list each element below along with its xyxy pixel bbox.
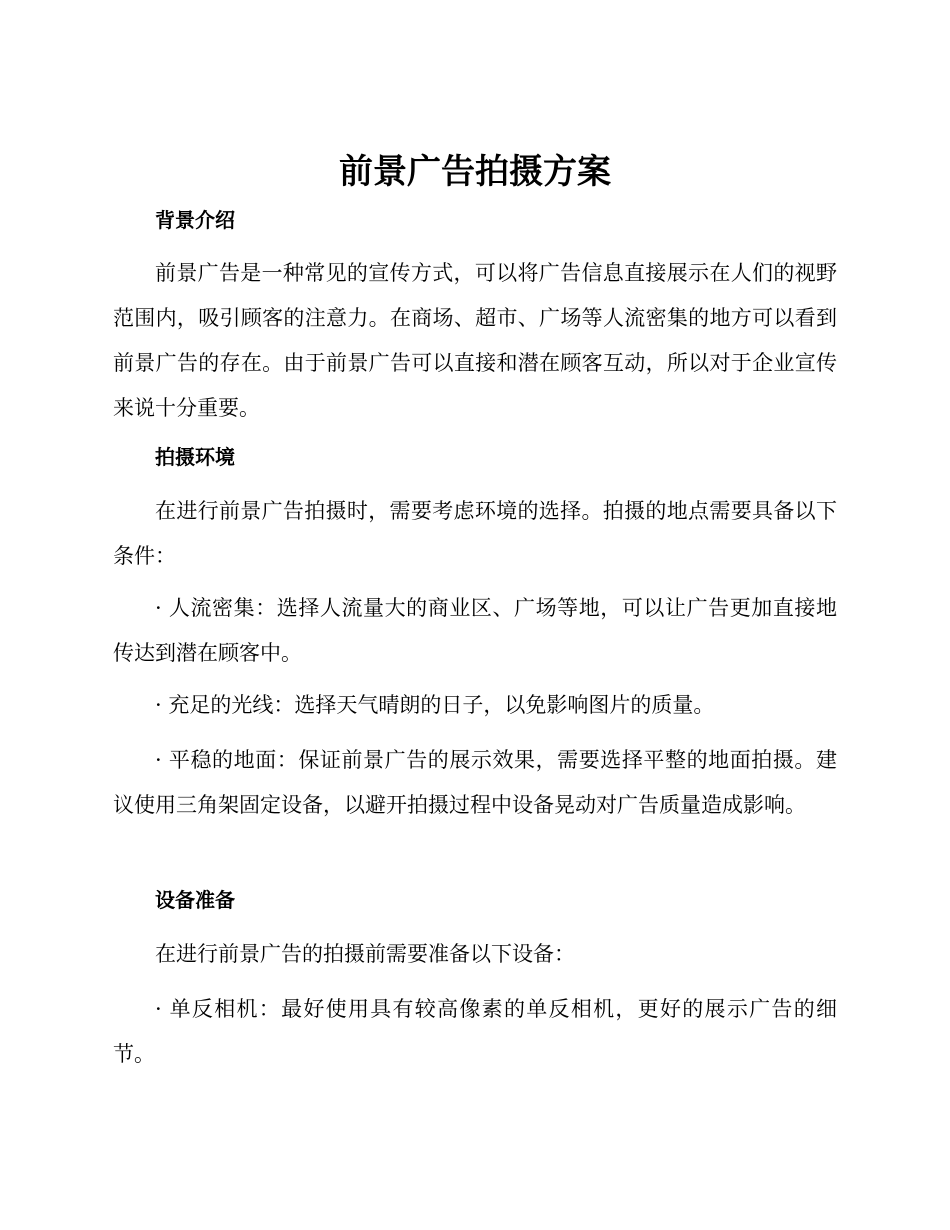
list-item-ground: · 平稳的地面：保证前景广告的展示效果，需要选择平整的地面拍摄。建议使用三角架固定设备，以避开拍摄过程中设备晃动对广告质量造成影响。 [113,748,837,817]
paragraph-background-intro: 前景广告是一种常见的宣传方式，可以将广告信息直接展示在人们的视野范围内，吸引顾客的注意力。在商场、超市、广场等人流密集的地方可以看到前景广告的存在。由于前景广告可以直接和潜在顾客互动，所以对于企业宣传来说十分重要。 [113,261,837,420]
list-item-crowded: · 人流密集：选择人流量大的商业区、广场等地，可以让广告更加直接地传达到潜在顾客中。 [113,596,837,665]
paragraph-environment-intro: 在进行前景广告拍摄时，需要考虑环境的选择。拍摄的地点需要具备以下条件： [113,499,837,568]
section-heading-environment: 拍摄环境 [155,445,235,469]
document-title: 前景广告拍摄方案 [339,152,611,192]
section-heading-background: 背景介绍 [155,208,235,232]
list-item-lighting: · 充足的光线：选择天气晴朗的日子，以免影响图片的质量。 [155,693,715,717]
paragraph-equipment-intro: 在进行前景广告的拍摄前需要准备以下设备： [155,942,575,966]
section-heading-equipment: 设备准备 [155,888,235,912]
list-item-camera: · 单反相机：最好使用具有较高像素的单反相机，更好的展示广告的细节。 [113,997,837,1066]
